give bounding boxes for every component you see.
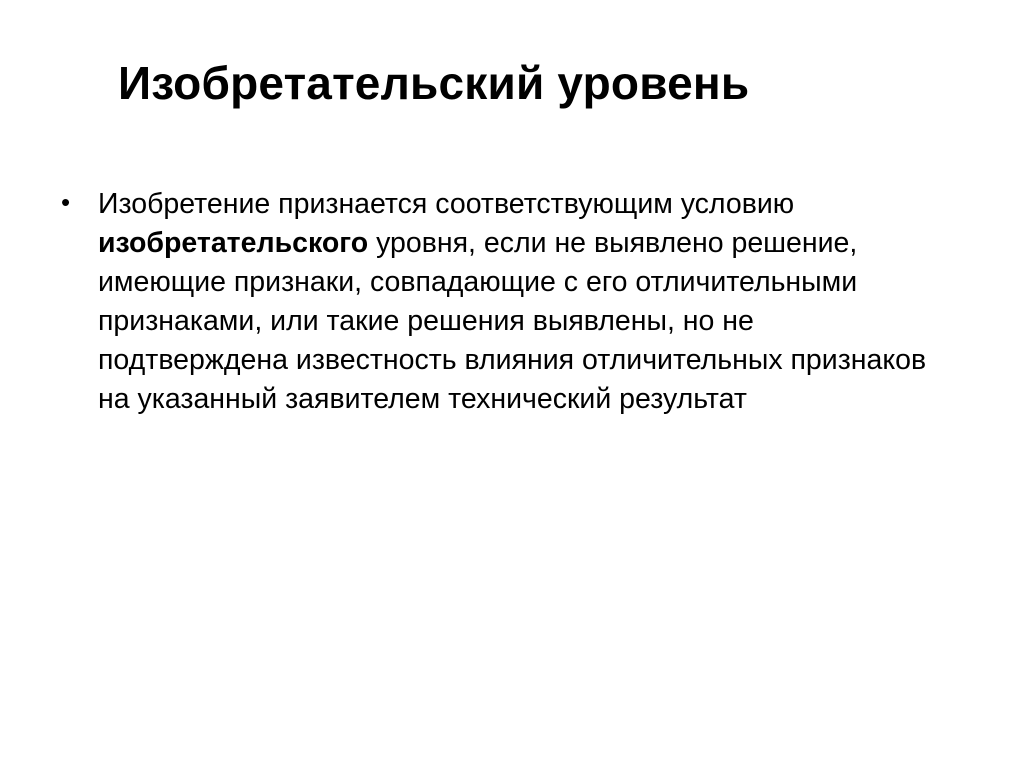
list-item-text [98, 185, 946, 419]
list-item-text-after: уровня, если не выявлено решение, имеющие признаки, совпадающие с его отличительными признаками, или такие решения выявлены, но не подтверждена известность влияния отличительных признаков на указанный заявителем технический результат [98, 227, 927, 416]
page-title: Изобретательский уровень [118, 57, 750, 109]
bullet-marker-icon: • [61, 187, 71, 217]
slide-body [52, 185, 972, 419]
list-item [52, 185, 972, 419]
list-item-text-before: Изобретение признается соответствующим условию [98, 188, 795, 220]
list-item-text-emphasis: изобретательского [98, 227, 369, 260]
